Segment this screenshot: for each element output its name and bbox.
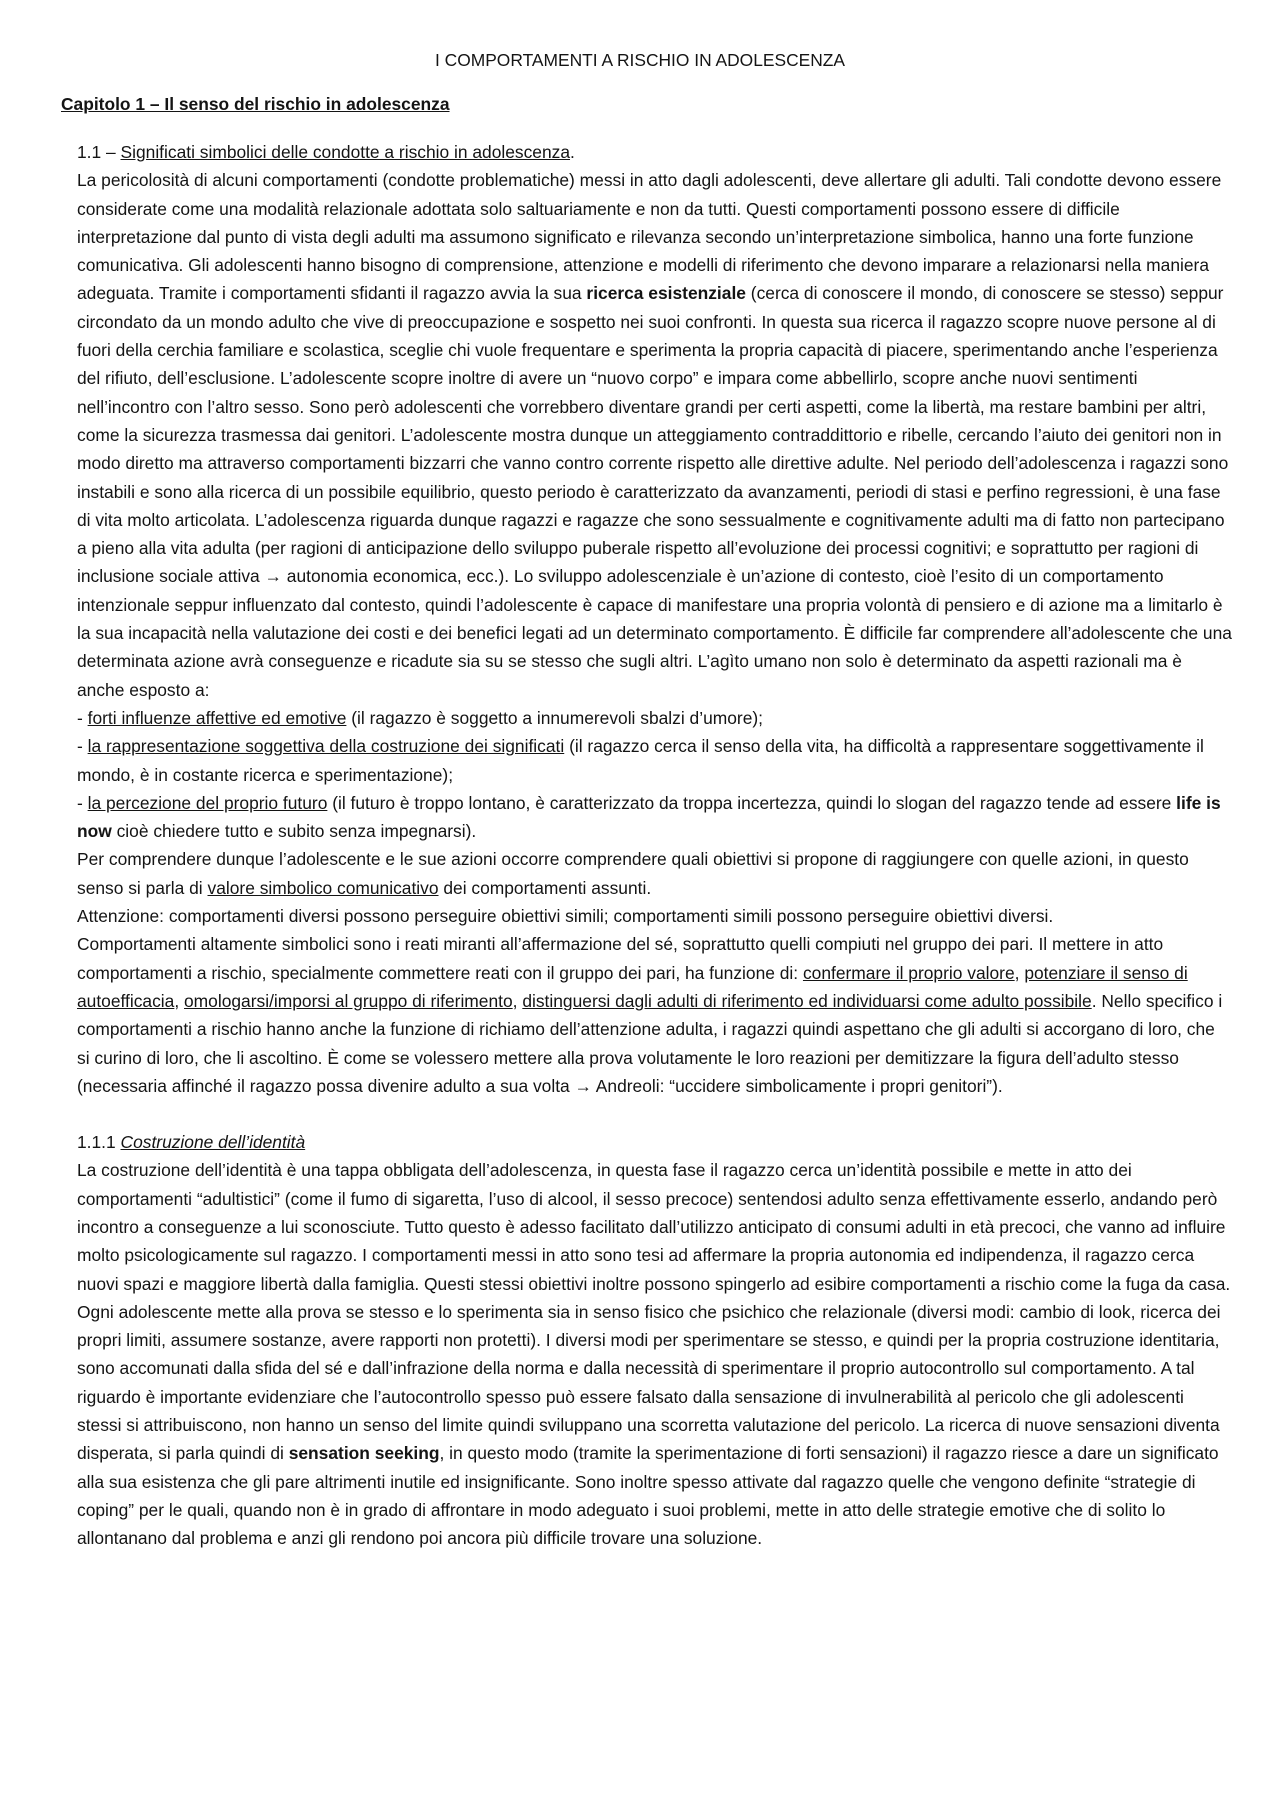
section-1-1-1-title: Costruzione dell’identità — [120, 1132, 306, 1153]
chapter-heading: Capitolo 1 – Il senso del rischio in adolescenza — [61, 94, 450, 114]
text-run: (il ragazzo cerca il senso della vita, ha difficoltà a rappresentare soggettivamente il mondo, è in costante ricerca e sperimentazione); — [77, 736, 1204, 785]
underlined-term: forti influenze affettive ed emotive — [87, 707, 347, 728]
arrow-icon: → — [264, 566, 282, 587]
underlined-term: confermare il proprio valore — [802, 962, 1015, 983]
text-run: La costruzione dell’identità è una tappa obbligata dell’adolescenza, in questa fase il ragazzo cerca un’identità possibile e mette in atto dei comportamenti “adultistici” (come il fumo di sigaretta, l’uso di alcool, il sesso precoce) sentendosi adulto senza effettivamente esserlo, andando però incontro a conseguenze a lui sconosciute. Tutto questo è adesso facilitato dall’utilizzo anticipato di consumi adulti in età precoci, che vanno ad influire molto psicologicamente sul ragazzo. I comportamenti messi in atto sono tesi ad affermare la propria autonomia ed indipendenza, il ragazzo cerca nuovi spazi e maggiore libertà dalla famiglia. Questi stessi obiettivi inoltre possono spingerlo ad esibire comportamenti a rischio come la fuga da casa. Ogni adolescente mette alla prova se stesso e lo sperimenta sia in senso fisico che psichico che relazionale (diversi modi: cambio di look, ricerca dei propri limiti, assumere sostanze, avere rapporti non protetti). I diversi modi per sperimentare se stesso, e quindi per la propria costruzione identitaria, sono accomunati dalla sfida del sé e dall’infrazione della norma e dalla necessità di sperimentare il proprio autocontrollo sul comportamento. A tal riguardo è importante evidenziare che l’autocontrollo spesso può essere falsato dalla sensazione di invulnerabilità al pericolo che gli adolescenti stessi si attribuiscono, non hanno un senso del limite quindi sviluppano una scorretta valutazione del pericolo. La ricerca di nuove sensazioni diventa disperata, si parla quindi di — [77, 1160, 1231, 1464]
bold-term: ricerca esistenziale — [586, 283, 746, 304]
underlined-term: distinguersi dagli adulti di riferimento ed individuarsi come adulto possibile — [522, 990, 1092, 1011]
underlined-term: la rappresentazione soggettiva della costruzione dei significati — [87, 736, 565, 757]
text-run: autonomia economica, ecc.). Lo sviluppo adolescenziale è un’azione di contesto, cioè l’esito di un comportamento intenzionale seppur influenzato dal contesto, quindi l’adolescente è capace di manifestare una propria volontà di pensiero e di azione ma a limitarlo è la sua incapacità nella valutazione dei costi e dei benefici legati ad un determinato comportamento. È difficile far comprendere all’adolescente che una determinata azione avrà conseguenze e ricadute sia su se stesso che sugli altri. L’agìto umano non solo è determinato da aspetti razionali ma è anche esposto a: — [77, 566, 1232, 700]
bold-term: sensation seeking — [288, 1443, 440, 1464]
bold-term: life is now — [77, 792, 1221, 842]
section-1-1-title: Significati simbolici delle condotte a rischio in adolescenza — [120, 142, 571, 162]
underlined-term: potenziare il senso di autoefficacia — [77, 962, 1188, 1011]
list-item — [77, 704, 1232, 732]
document-body — [77, 138, 1232, 1553]
section-1-1-heading — [77, 138, 1232, 166]
document-title: I COMPORTAMENTI A RISCHIO IN ADOLESCENZA — [434, 50, 846, 70]
text-run: Comportamenti altamente simbolici sono i reati miranti all’affermazione del sé, soprattutto quelli compiuti nel gruppo dei pari. Il mettere in atto comportamenti a rischio, specialmente commettere reati con il gruppo dei pari, ha funzione di: — [77, 934, 1164, 983]
list-bullet: - — [77, 736, 88, 757]
text-run: (il futuro è troppo lontano, è caratterizzato da troppa incertezza, quindi lo slogan del ragazzo tende ad essere — [327, 792, 1177, 813]
section-1-1-paragraph-4 — [77, 930, 1232, 1100]
list-item — [77, 732, 1232, 789]
text-run: La pericolosità di alcuni comportamenti (condotte problematiche) messi in atto dagli adolescenti, deve allertare gli adulti. Tali condotte devono essere considerate come una modalità relazionale adottata solo saltuariamente e non da tutti. Questi comportamenti possono essere di difficile interpretazione dal punto di vista degli adulti ma assumono significato e rilevanza secondo un’interpretazione simbolica, hanno una forte funzione comunicativa. Gli adolescenti hanno bisogno di comprensione, attenzione e modelli di riferimento che devono imparare a relazionarsi nella maniera adeguata. Tramite i comportamenti sfidanti il ragazzo avvia la sua — [77, 170, 1222, 304]
text-run: Per comprendere dunque l’adolescente e le sue azioni occorre comprendere quali obiettivi si propone di raggiungere con quelle azioni, in questo senso si parla di — [77, 849, 1189, 898]
text-run: (cerca di conoscere il mondo, di conoscere se stesso) seppur circondato da un mondo adulto che vive di preoccupazione e sospetto nei suoi confronti. In questa sua ricerca il ragazzo scopre nuove persone al di fuori della cerchia familiare e scolastica, sceglie chi vuole frequentare e sperimenta la propria capacità di piacere, sperimentando anche l’esperienza del rifiuto, dell’esclusione. L’adolescente scopre inoltre di avere un “nuovo corpo” e impara come abbellirlo, scopre anche nuovi sentimenti nell’incontro con l’altro sesso. Sono però adolescenti che vorrebbero diventare grandi per certi aspetti, come la libertà, ma restare bambini per altri, come la sicurezza trasmessa dai genitori. L’adolescente mostra dunque un atteggiamento contraddittorio e ribelle, cercando l’aiuto dei genitori non in modo diretto ma attraverso comportamenti bizzarri che vanno contro corrente rispetto alle direttive adulte. Nel periodo dell’adolescenza i ragazzi sono instabili e sono alla ricerca di un possibile equilibrio, questo periodo è caratterizzato da avanzamenti, periodi di stasi e perfino regressioni, è una fase di vita molto articolata. L’adolescenza riguarda dunque ragazzi e ragazze che sono sessualmente e cognitivamente adulti ma di fatto non partecipano a pieno alla vita adulta (per ragioni di anticipazione dello sviluppo puberale rispetto all’evoluzione dei processi cognitivi; e soprattutto per ragioni di inclusione sociale attiva — [77, 283, 1229, 587]
text-run: , — [1014, 962, 1025, 983]
arrow-icon: → — [574, 1075, 592, 1096]
section-1-1-1-paragraph-1 — [77, 1156, 1232, 1552]
section-1-1-title-end: . — [570, 142, 575, 162]
list-bullet: - — [77, 792, 88, 813]
section-1-1-paragraph-2 — [77, 845, 1232, 902]
text-run: , — [174, 990, 185, 1011]
underlined-term: la percezione del proprio futuro — [87, 792, 328, 813]
text-run: Andreoli: “uccidere simbolicamente i propri genitori”). — [591, 1075, 1003, 1096]
text-run: . Nello specifico i comportamenti a rischio hanno anche la funzione di richiamo dell’attenzione adulta, i ragazzi quindi aspettano che gli adulti si accorgano di loro, che si curino di loro, che li ascoltino. È come se volessero mettere alla prova volutamente le loro reazioni per demitizzare la figura dell’adulto stesso (necessaria affinché il ragazzo possa divenire adulto a sua volta — [77, 990, 1223, 1096]
list-bullet: - — [77, 707, 88, 728]
section-1-1-number: 1.1 – — [77, 142, 121, 162]
section-1-1-1-heading — [77, 1128, 1232, 1156]
section-1-1-paragraph-1 — [77, 166, 1232, 704]
section-1-1-paragraph-3: Attenzione: comportamenti diversi possono perseguire obiettivi simili; comportamenti simili possono perseguire obiettivi diversi. — [77, 906, 1054, 927]
list-item — [77, 789, 1232, 846]
section-1-1-1-number: 1.1.1 — [77, 1132, 121, 1153]
text-run: , in questo modo (tramite la sperimentazione di forti sensazioni) il ragazzo riesce a dare un significato alla sua esistenza che gli pare altrimenti inutile ed insignificante. Sono inoltre spesso attivate dal ragazzo quelle che vengono definite “strategie di coping” per le quali, quando non è in grado di affrontare in modo adeguato i suoi problemi, mette in atto delle strategie emotive che di solito lo allontanano dal problema e anzi gli rendono poi ancora più difficile trovare una soluzione. — [77, 1443, 1219, 1549]
text-run: (il ragazzo è soggetto a innumerevoli sbalzi d’umore); — [346, 707, 764, 728]
underlined-term: omologarsi/imporsi al gruppo di riferimento — [184, 990, 513, 1011]
text-run: , — [512, 990, 523, 1011]
underlined-term: valore simbolico comunicativo — [207, 877, 439, 898]
text-run: dei comportamenti assunti. — [438, 877, 652, 898]
text-run: cioè chiedere tutto e subito senza impegnarsi). — [111, 821, 477, 842]
paragraph-spacer — [77, 1100, 1232, 1128]
